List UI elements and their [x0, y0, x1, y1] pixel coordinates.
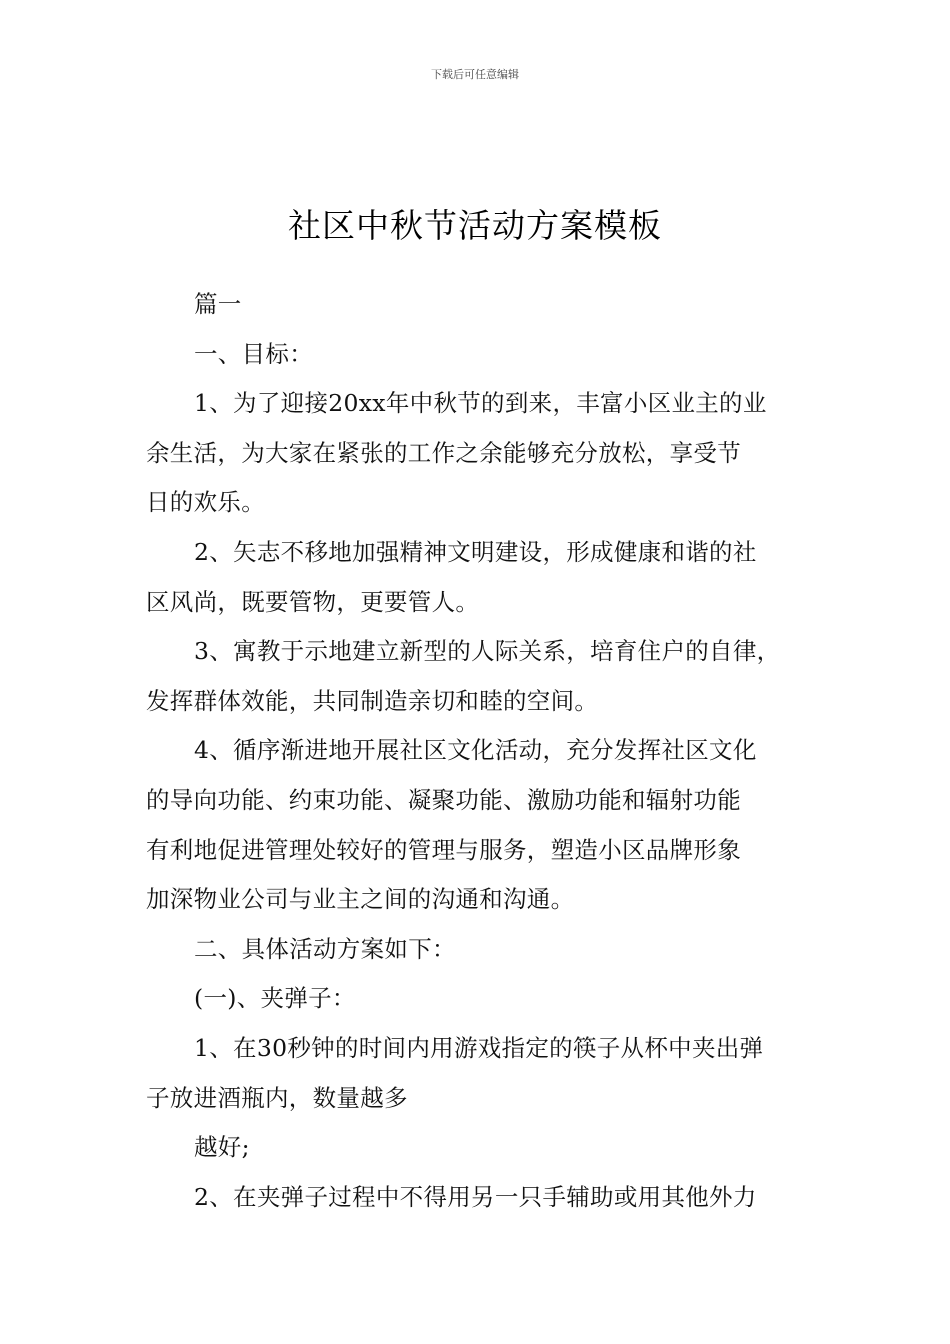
- document-body: [146, 280, 810, 1222]
- section-label: 篇一: [194, 290, 242, 318]
- paragraph-line: 日的欢乐。: [146, 488, 265, 517]
- paragraph-line: 的导向功能、约束功能、凝聚功能、激励功能和辐射功能: [146, 785, 741, 814]
- paragraph-line: 3、寓教于示地建立新型的人际关系，培育住户的自律，: [194, 637, 781, 666]
- paragraph-line: 2、在夹弹子过程中不得用另一只手辅助或用其他外力: [194, 1182, 757, 1211]
- paragraph-line: 1、在30秒钟的时间内用游戏指定的筷子从杯中夹出弹: [194, 1033, 764, 1062]
- heading-goals: 一、目标：: [194, 339, 313, 368]
- paragraph-line: 子放进酒瓶内，数量越多: [146, 1083, 408, 1112]
- paragraph-line: 1、为了迎接20xx年中秋节的到来，丰富小区业主的业: [194, 389, 767, 418]
- paragraph-line: 2、矢志不移地加强精神文明建设，形成健康和谐的社: [194, 537, 757, 566]
- subheading-activity-1: (一)、夹弹子：: [194, 984, 356, 1013]
- paragraph-line: 发挥群体效能，共同制造亲切和睦的空间。: [146, 686, 599, 715]
- paragraph-line: 4、循序渐进地开展社区文化活动，充分发挥社区文化: [194, 736, 757, 765]
- header-note: 下载后可任意编辑: [431, 68, 519, 81]
- paragraph-line: 加深物业公司与业主之间的沟通和沟通。: [146, 885, 575, 914]
- page-title: 社区中秋节活动方案模板: [288, 206, 662, 246]
- heading-activities: 二、具体活动方案如下：: [194, 934, 456, 963]
- paragraph-line: 余生活，为大家在紧张的工作之余能够充分放松，享受节: [146, 438, 741, 467]
- paragraph-line: 越好;: [194, 1133, 250, 1162]
- paragraph-line: 有利地促进管理处较好的管理与服务，塑造小区品牌形象: [146, 835, 741, 864]
- paragraph-line: 区风尚，既要管物，更要管人。: [146, 587, 480, 616]
